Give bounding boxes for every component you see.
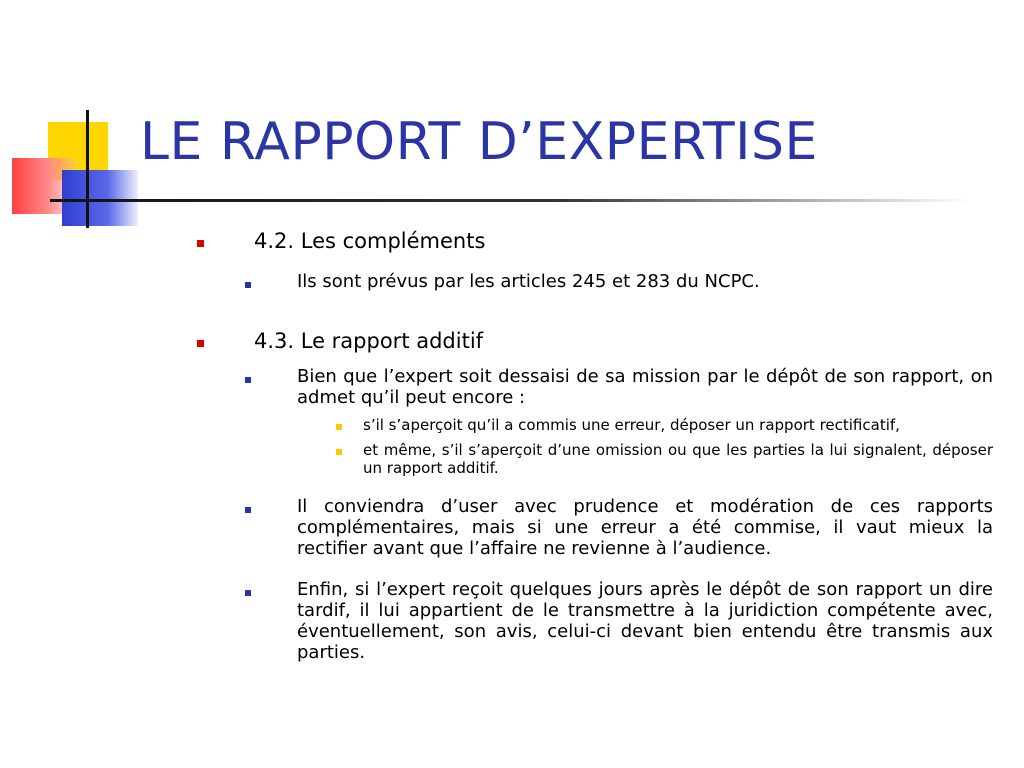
bullet-square-icon	[336, 424, 342, 430]
section-heading: 4.3. Le rapport additif	[254, 329, 484, 353]
list-item: Bien que l’expert soit dessaisi de sa mission par le dépôt de son rapport, on admet qu’il peut encore :	[297, 366, 993, 408]
slide-title: LE RAPPORT D’EXPERTISE	[140, 112, 818, 172]
section-heading: 4.2. Les compléments	[254, 229, 486, 253]
bullet-square-icon	[197, 340, 204, 347]
bullet-square-icon	[245, 507, 251, 513]
title-underline	[50, 199, 970, 202]
bullet-square-icon	[245, 377, 251, 383]
bullet-square-icon	[245, 590, 251, 596]
logo-blue-square	[62, 170, 138, 226]
list-item: Ils sont prévus par les articles 245 et 283 du NCPC.	[297, 271, 760, 292]
sub-list-item: s’il s’aperçoit qu’il a commis une erreur, déposer un rapport rectificatif,	[363, 416, 900, 434]
sub-list-item: et même, s’il s’aperçoit d’une omission ou que les parties la lui signalent, déposer un rapport additif.	[363, 441, 993, 477]
bullet-square-icon	[336, 449, 342, 455]
list-item: Enfin, si l’expert reçoit quelques jours après le dépôt de son rapport un dire tardif, il lui appartient de le transmettre à la juridiction compétente avec, éventuellement, son avis, celui-ci devant bien entendu être transmis aux parties.	[297, 579, 993, 663]
bullet-square-icon	[197, 240, 204, 247]
logo-vertical-line	[86, 110, 89, 228]
list-item: Il conviendra d’user avec prudence et modération de ces rapports complémentaires, mais si une erreur a été commise, il vaut mieux la rectifier avant que l’affaire ne revienne à l’audience.	[297, 496, 993, 559]
bullet-square-icon	[245, 282, 251, 288]
